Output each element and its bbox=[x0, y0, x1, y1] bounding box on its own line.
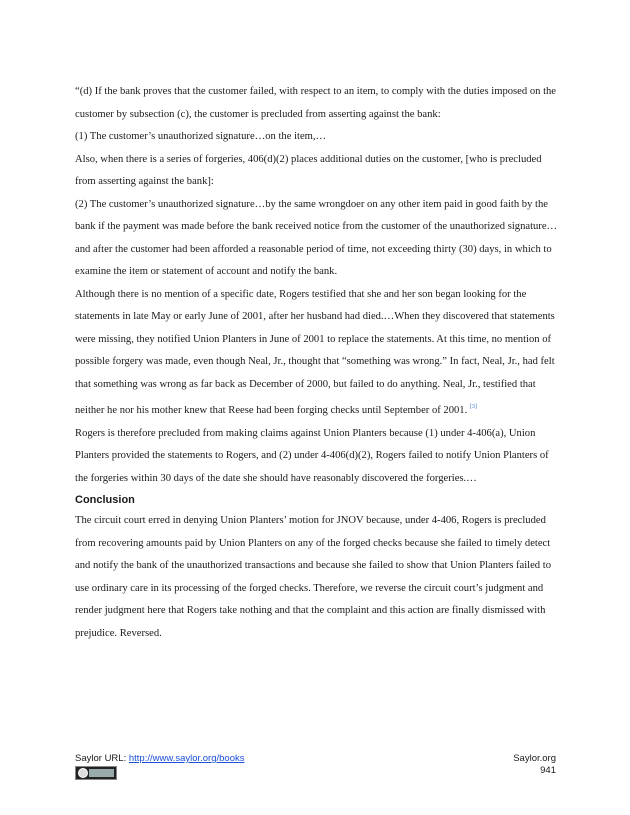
footnote-link[interactable]: [3] bbox=[469, 404, 477, 410]
section-heading-conclusion: Conclusion bbox=[75, 494, 135, 506]
footer-source bbox=[75, 753, 245, 764]
paragraph-conclusion: The circuit court erred in denying Union Planters’ motion for JNOV because, under 4-406, Rogers is precluded from recovering amounts paid by Union Planters on any of the forged checks because she failed to timely detect and notify the bank of the unauthorized transactions and because she failed to show that Union Planters failed to use ordinary care in its processing of the forged checks. Therefore, we reverse the circuit court’s judgment and render judgment here that Rogers take nothing and that the complaint and this action are finally dismissed with prejudice. Reversed. bbox=[75, 515, 551, 639]
footer-url-link[interactable]: http://www.saylor.org/books bbox=[128, 753, 245, 764]
footer-url-label: Saylor URL: bbox=[75, 753, 129, 764]
paragraph-precluded: Rogers is therefore precluded from making claims against Union Planters because (1) under 4-406(a), Union Planters provided the statements to Rogers, and (2) under 4-406(d)(2), Rogers failed to notify Union Planters of the forgeries within 30 days of the date she should have reasonably discovered the forgeries.… bbox=[75, 427, 549, 484]
paragraph-statute-d: “(d) If the bank proves that the customer failed, with respect to an item, to comply with the duties imposed on the customer by subsection (c), the customer is precluded from asserting against the bank: bbox=[75, 86, 557, 120]
cc-license-bar bbox=[89, 769, 114, 777]
page-body bbox=[75, 81, 560, 645]
paragraph-statute-d1: (1) The customer’s unauthorized signature…on the item,… bbox=[75, 131, 327, 142]
paragraph-rogers-testimony bbox=[75, 284, 560, 423]
cc-circle-icon bbox=[78, 768, 88, 778]
paragraph-statute-d2: (2) The customer’s unauthorized signature…by the same wrongdoer on any other item paid in good faith by the bank if the payment was made before the bank received notice from the customer of the unauthorized signature…and after the customer had been afforded a reasonable period of time, not exceeding thirty (30) days, in which to examine the item or statement of account and notify the bank. bbox=[75, 198, 558, 277]
page-number: 941 bbox=[540, 765, 556, 776]
creative-commons-license-icon[interactable] bbox=[75, 766, 117, 780]
footer-site-name: Saylor.org bbox=[513, 753, 556, 764]
paragraph-series-forgeries: Also, when there is a series of forgeries, 406(d)(2) places additional duties on the customer, [who is precluded from asserting against the bank]: bbox=[75, 153, 542, 187]
paragraph-rogers-testimony-text: Although there is no mention of a specific date, Rogers testified that she and her son began looking for the statements in late May or early June of 2001, after her husband had died.…When they discovered that statements were missing, they notified Union Planters in June of 2001 to replace the statements. At this time, no mention of possible forgery was made, even though Neal, Jr., thought that “something was wrong.” In fact, Neal, Jr., had felt that something was wrong as far back as December of 2000, but failed to do anything. Neal, Jr., testified that neither he nor his mother knew that Reese had been forging checks until September of 2001. bbox=[75, 288, 555, 416]
footer-page-info bbox=[513, 753, 556, 777]
